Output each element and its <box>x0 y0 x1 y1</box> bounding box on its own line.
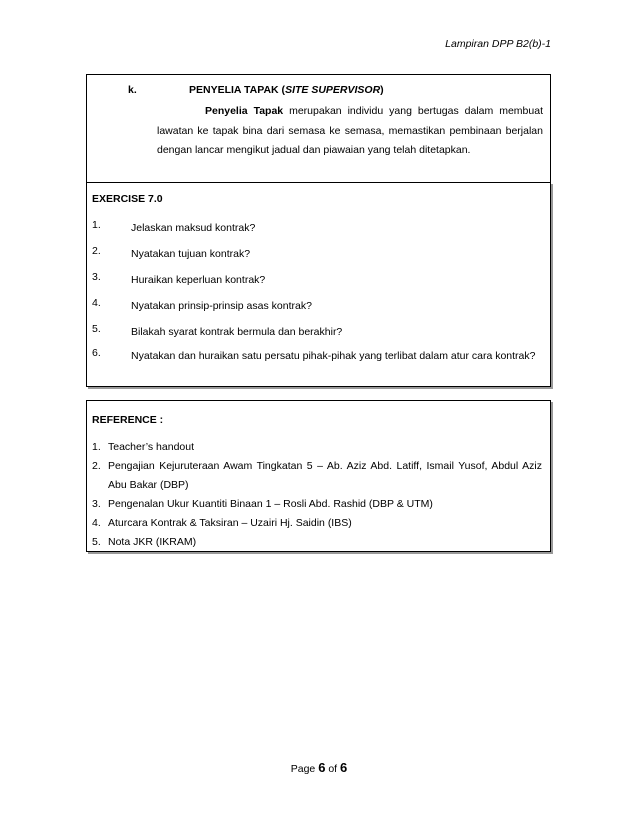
reference-box: REFERENCE : 1. Teacher’s handout 2. Pengajian Kejuruteraan Awam Tingkatan 5 – Ab. Aziz Abd. Latiff, Ismail Yusof, Abdul Aziz Abu Bakar (DBP) 3. Pengenalan Ukur Kuantiti Binaan 1 – Rosli Abd. Rashid (DBP & UTM) 4. Aturcara Kontrak & Taksiran – Uzairi Hj. Saidin (IBS) 5. Nota JKR (IKRAM) <box>86 400 551 552</box>
exercise-box: EXERCISE 7.0 1. Jelaskan maksud kontrak? 2. Nyatakan tujuan kontrak? 3. Huraikan keperluan kontrak? 4. Nyatakan prinsip-prinsip asas kontrak? 5. Bilakah syarat kontrak bermula dan berakhir? 6. Nyatakan dan huraikan satu persatu pihak-pihak yang terlibat dalam atur cara kontrak? <box>86 182 551 387</box>
section-k-title: PENYELIA TAPAK (SITE SUPERVISOR) <box>189 84 384 96</box>
page-number: 6 <box>318 760 326 775</box>
section-k-paragraph: Penyelia Tapak merupakan individu yang bertugas dalam membuat lawatan ke tapak bina dari semasa ke semasa, memastikan pembinaan berjalan dengan lancar mengikut jadual dan piawaian yang telah ditetapkan. <box>157 105 543 156</box>
section-k-box <box>86 74 551 183</box>
document-header: Lampiran DPP B2(b)-1 <box>445 38 551 50</box>
section-k-letter: k. <box>128 84 137 96</box>
page-footer: Page 6 of 6 <box>290 760 348 775</box>
reference-title: REFERENCE : <box>92 414 164 426</box>
page-total: 6 <box>340 760 348 775</box>
exercise-title: EXERCISE 7.0 <box>92 193 163 205</box>
section-k-term: Penyelia Tapak <box>205 105 284 117</box>
